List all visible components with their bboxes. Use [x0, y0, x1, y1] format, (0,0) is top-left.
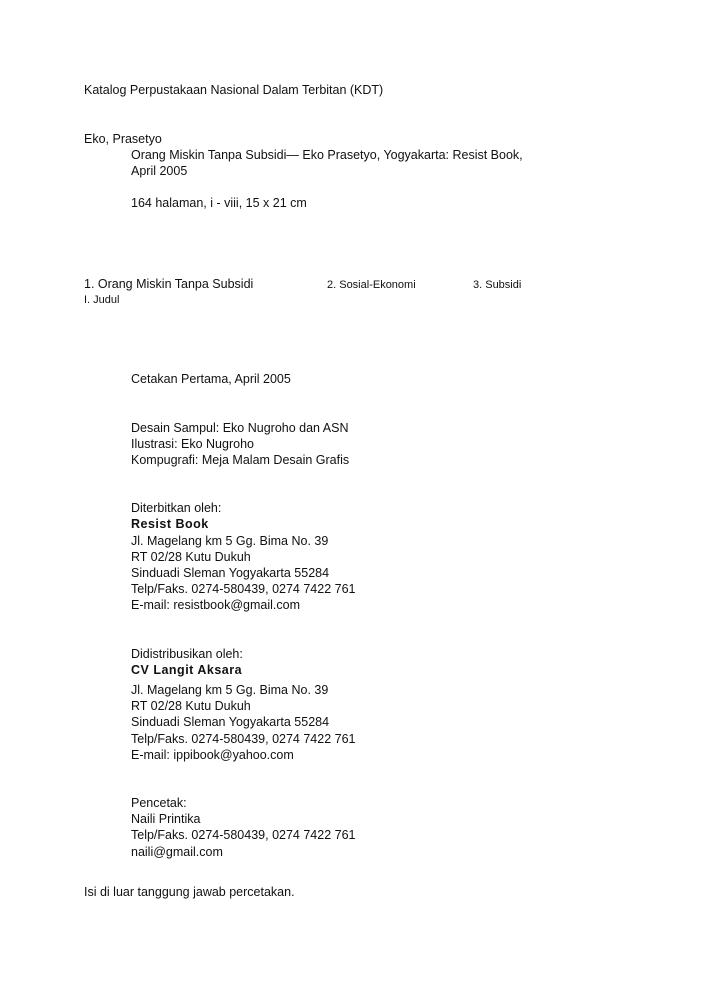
printer-name: Naili Printika — [131, 812, 201, 826]
publisher-address-3: Sinduadi Sleman Yogyakarta 55284 — [131, 566, 330, 580]
footer-disclaimer: Isi di luar tanggung jawab percetakan. — [84, 885, 295, 899]
pages-info: 164 halaman, i - viii, 15 x 21 cm — [131, 196, 307, 210]
credit-typesetting: Kompugrafi: Meja Malam Desain Grafis — [131, 453, 350, 467]
edition: Cetakan Pertama, April 2005 — [131, 372, 291, 386]
distributor-address-2: RT 02/28 Kutu Dukuh — [131, 699, 251, 713]
publisher-name: Resist Book — [131, 517, 209, 531]
catalog-header: Katalog Perpustakaan Nasional Dalam Terbitan (KDT) — [84, 83, 384, 97]
subject-1: 1. Orang Miskin Tanpa Subsidi — [84, 277, 254, 291]
publisher-label: Diterbitkan oleh: — [131, 501, 222, 515]
distributor-address-1: Jl. Magelang km 5 Gg. Bima No. 39 — [131, 683, 329, 697]
title-line-1: Orang Miskin Tanpa Subsidi— Eko Prasetyo, Yogyakarta: Resist Book, — [131, 148, 523, 162]
distributor-label: Didistribusikan oleh: — [131, 647, 243, 661]
distributor-phone: Telp/Faks. 0274-580439, 0274 7422 761 — [131, 732, 356, 746]
distributor-email: E-mail: ippibook@yahoo.com — [131, 748, 294, 762]
distributor-name: CV Langit Aksara — [131, 663, 243, 677]
credit-illustration: Ilustrasi: Eko Nugroho — [131, 437, 254, 451]
publisher-email: E-mail: resistbook@gmail.com — [131, 598, 300, 612]
publisher-address-2: RT 02/28 Kutu Dukuh — [131, 550, 251, 564]
credit-cover: Desain Sampul: Eko Nugroho dan ASN — [131, 421, 349, 435]
printer-label: Pencetak: — [131, 796, 187, 810]
publisher-address-1: Jl. Magelang km 5 Gg. Bima No. 39 — [131, 534, 329, 548]
title-line-2: April 2005 — [131, 164, 188, 178]
printer-email: naili@gmail.com — [131, 845, 223, 859]
distributor-address-3: Sinduadi Sleman Yogyakarta 55284 — [131, 715, 330, 729]
publisher-phone: Telp/Faks. 0274-580439, 0274 7422 761 — [131, 582, 356, 596]
printer-phone: Telp/Faks. 0274-580439, 0274 7422 761 — [131, 828, 356, 842]
author: Eko, Prasetyo — [84, 132, 162, 146]
subject-2: 2. Sosial-Ekonomi — [327, 279, 416, 291]
subject-4: I. Judul — [84, 294, 120, 306]
subject-3: 3. Subsidi — [473, 279, 522, 291]
